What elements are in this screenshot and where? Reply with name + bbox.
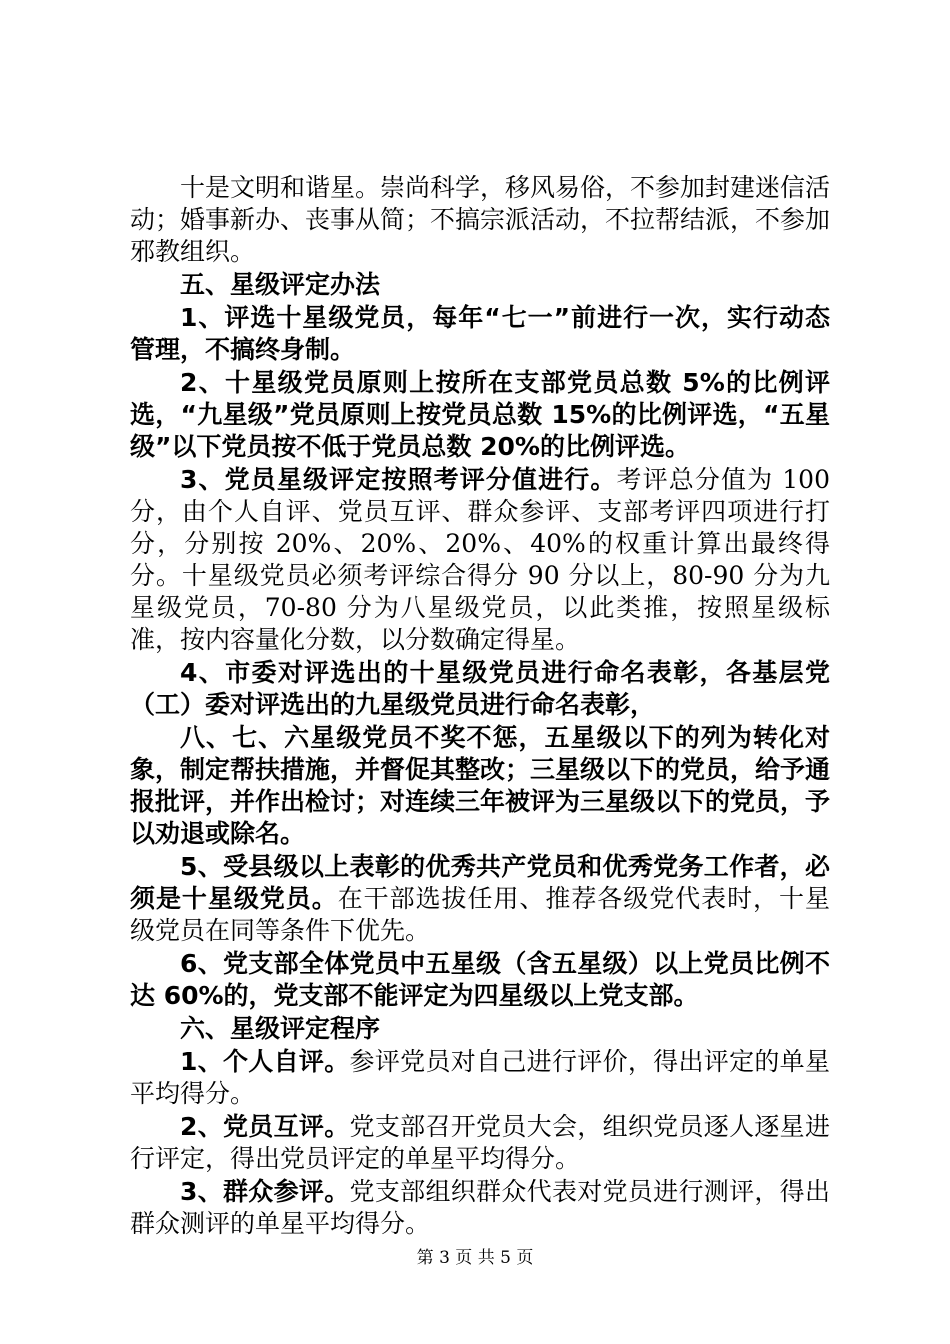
bold-text: 2、党员互评。 — [180, 1112, 350, 1141]
paragraph — [130, 172, 830, 268]
paragraph — [130, 1111, 830, 1175]
body-text: 在干部选拔任用、推荐各级党代表时，十星级党员在同等条件下优先。 — [130, 884, 830, 945]
bold-text: 3、群众参评。 — [180, 1177, 350, 1206]
bold-text: 3、党员星级评定按照考评分值进行。 — [180, 465, 617, 494]
bold-text: 5、受县级以上表彰的优秀共产党员和优秀党务工作者，必须是十星级党员。 — [130, 852, 830, 913]
bold-text: 6、党支部全体党员中五星级（含五星级）以上党员比例不达 60%的，党支部不能评定为四星级以上党支部。 — [130, 949, 830, 1010]
paragraph — [130, 657, 830, 721]
body-text: 参评党员对自己进行评价，得出评定的单星平均得分。 — [130, 1047, 830, 1108]
paragraph — [130, 1046, 830, 1110]
paragraph — [130, 851, 830, 947]
paragraph — [130, 367, 830, 463]
body-text: 党支部组织群众代表对党员进行测评，得出群众测评的单星平均得分。 — [130, 1177, 830, 1238]
bold-text: 1、评选十星级党员，每年“七一”前进行一次，实行动态管理，不搞终身制。 — [130, 303, 830, 364]
bold-text: 2、十星级党员原则上按所在支部党员总数 5%的比例评选，“九星级”党员原则上按党员总数 15%的比例评选，“五星级”以下党员按不低于党员总数 20%的比例评选。 — [130, 368, 830, 461]
bold-text: 六、星级评定程序 — [180, 1014, 381, 1043]
bold-text: 五、星级评定办法 — [180, 270, 381, 299]
bold-text: 八、七、六星级党员不奖不惩，五星级以下的列为转化对象，制定帮扶措施，并督促其整改；三星级以下的党员，给予通报批评，并作出检讨；对连续三年被评为三星级以下的党员，予以劝退或除名。 — [130, 723, 831, 848]
paragraph — [130, 269, 830, 301]
paragraph — [130, 302, 830, 366]
document-body — [130, 172, 830, 1241]
page-footer: 第 3 页 共 5 页 — [416, 1248, 534, 1268]
paragraph — [130, 948, 830, 1012]
paragraph — [130, 1013, 830, 1045]
body-text: 十是文明和谐星。崇尚科学，移风易俗，不参加封建迷信活动；婚事新办、丧事从简；不搞宗派活动，不拉帮结派，不参加邪教组织。 — [130, 173, 831, 266]
bold-text: 4、市委对评选出的十星级党员进行命名表彰，各基层党（工）委对评选出的九星级党员进行命名表彰， — [130, 658, 830, 719]
bold-text: 1、个人自评。 — [180, 1047, 350, 1076]
paragraph — [130, 1176, 830, 1240]
body-text: 考评总分值为 100 分，由个人自评、党员互评、群众参评、支部考评四项进行打分，分别按 20%、20%、20%、40%的权重计算出最终得分。十星级党员必须考评综合得分 90 分以上，80-90 分为九星级党员，70-80 分为八星级党员，以此类推，按照星级标准，按内容量化分数，以分数确定得星。 — [130, 465, 830, 654]
paragraph — [130, 464, 830, 656]
paragraph — [130, 722, 830, 850]
body-text: 党支部召开党员大会，组织党员逐人逐星进行评定，得出党员评定的单星平均得分。 — [130, 1112, 830, 1173]
